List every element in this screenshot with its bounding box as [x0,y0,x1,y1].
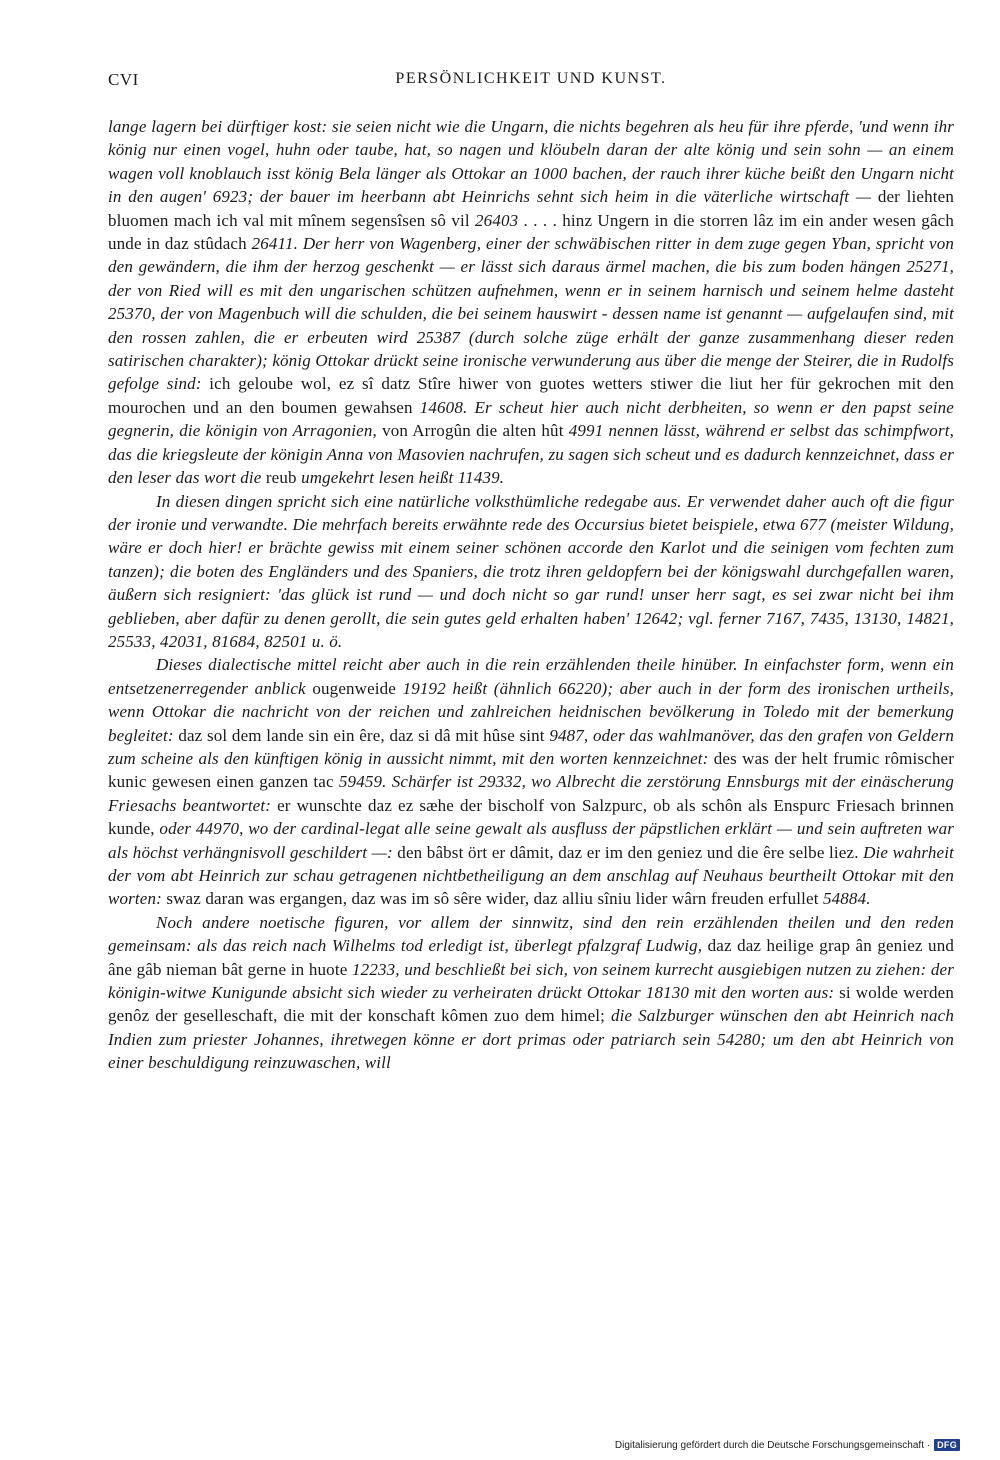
quoted-text-segment: von Arrogûn die alten hût [376,421,569,441]
quoted-text-segment: reub [261,468,302,488]
italic-text-segment: Die wahrheit der vom abt Heinrich zur schau getragenen nichtbetheiligung an dem anschlag auf Neuhaus beurtheilt Ottokar mit den worten: [108,842,954,909]
italic-text-segment: 26403 [475,210,519,230]
italic-text-segment: 26411. Der herr von Wagenberg, einer der schwäbischen ritter in dem zuge gegen Yban, spricht von den gewändern, die ihm der herzog geschenkt — er lässt sich daraus ärmel machen, die bis zum boden hängen 25271, der von Ried will es mit den ungarischen schützen aufnehmen, wenn er in seinem harnisch und seinem helme dasteht 25370, der von Magenbuch will die schulden, die bei seinem hauswirt - dessen name ist genannt — aufgelaufen sind, mit den rossen zahlen, die er erbeuten wird 25387 (durch solche züge erhält der ganze zusammenhang dieser reden satirischen charakter); könig Ottokar drückt seine ironische verwunderung aus über die menge der Steirer, die in Rudolfs gefolge sind: [108,234,954,394]
paragraph [108,115,954,490]
paragraph [108,653,954,910]
paragraph [108,911,954,1075]
quoted-text-segment: si wolde werden genôz der geselleschaft, die mit der konschaft kômen zuo dem himel; [108,983,954,1026]
paragraph [108,490,954,654]
page-header [108,70,954,100]
italic-text-segment: 14608. Er scheut hier auch nicht derbheiten, so wenn er den papst seine gegnerin, die königin von Arragonien, [108,397,954,441]
quoted-text-segment: . . . . hinz Ungern in die storren lâz im ein ander wesen gâch unde in daz stûdach [108,210,954,254]
quoted-text-segment: er wunschte daz ez sæhe der bischolf von Salzpurc, ob als schôn als Enspurc Friesach brinnen kunde, [108,795,954,839]
quoted-text-segment: swaz daran was ergangen, daz was im sô sêre wider, daz alliu sîniu lider wârn freuden erfullet [161,889,823,909]
italic-text-segment: 9487, oder das wahlmanöver, das den grafen von Geldern zum scheine als den künftigen könig in aussicht nimmt, mit den worten kennzeichnet: [108,725,955,768]
quoted-text-segment: daz daz heilige grap ân geniez und âne gâb nieman bât gerne in huote [108,936,954,979]
footer-text: Digitalisierung gefördert durch die Deutsche Forschungsgemeinschaft · [614,1439,931,1451]
italic-text-segment: 59459. Schärfer ist 29332, wo Albrecht die zerstörung Ennsburgs mit der einäscherung Friesachs beantwortet: [108,772,954,815]
italic-text-segment: 4991 nennen lässt, während er selbst das schimpfwort, das die kriegsleute der königin Anna von Masovien nachrufen, zu sagen sich scheut und es dadurch kennzeichnet, dass er den leser das wort die [108,421,954,488]
italic-text-segment: Noch andere noetische figuren, vor allem der sinnwitz, sind den rein erzählenden theilen und den reden gemeinsam: als das reich nach Wilhelms tod erledigt ist, überlegt pfalzgraf Ludwig, [108,912,954,956]
running-title: PERSÖNLICHKEIT UND KUNST. [395,70,667,87]
quoted-text-segment: den bâbst ört er dâmit, daz er im den geniez und die êre selbe liez. [392,842,864,862]
italic-text-segment: umgekehrt lesen heißt 11439. [301,468,505,488]
italic-text-segment: Dieses dialectische mittel reicht aber auch in die rein erzählenden theile hinüber. In einfachster form, wenn ein entsetzenerregender anblick [108,655,954,698]
quoted-text-segment: der liehten bluomen mach ich val mit mînem segensîsen sô vil [108,187,954,230]
body-text [108,115,954,1075]
italic-text-segment: 12233, und beschließt bei sich, von seinem kurrecht ausgiebigen nutzen zu ziehen: der königin-witwe Kunigunde absicht sich wieder zu verheiraten drückt Ottokar 18130 mit den worten aus: [108,959,954,1003]
italic-text-segment: In diesen dingen spricht sich eine natürliche volksthümliche redegabe aus. Er verwendet daher auch oft die figur der ironie und verwandte. Die mehrfach bereits erwähnte rede des Occursius bietet beispiele, etwa 677 (meister Wildung, wäre er doch hier! er brächte gewiss mit einem seiner schönen accorde den Karlot und die seinigen vom fechten zum tanzen); die boten des Engländers und des Spaniers, die trotz ihren geldopfern bei der königswahl durchgefallen waren, äußern sich resigniert: 'das glück ist rund — und doch nicht so gar rund! unser herr sagt, es sei zwar nicht bei ihm geblieben, aber dafür zu denen gerollt, die sein gutes geld erhalten haben' 12642; vgl. ferner 7167, 7435, 13130, 14821, 25533, 42031, 81684, 82501 u. ö. [108,491,954,651]
quoted-text-segment: ougenweide [305,678,403,698]
quoted-text-segment: ich geloube wol, ez sî datz Stîre hiwer von guotes wetters stiwer die liut her für gekrochen mit den mourochen und an den boumen gewahsen [108,374,954,417]
italic-text-segment: lange lagern bei dürftiger kost: sie seien nicht wie die Ungarn, die nichts begehren als heu für ihre pferde, 'und wenn ihr könig nur einen vogel, huhn oder taube, hat, so nagen und klöubeln daran der alte könig und sein sohn — an einem wagen voll knoblauch isst könig Bela länger als Ottokar an 1000 bachen, der rauch ihrer küche beißt den Ungarn nicht in den augen' 6923; der bauer im heerbann abt Heinrichs sehnt sich heim in die väterliche wirtschaft — [108,117,954,207]
italic-text-segment: oder 44970, wo der cardinal-legat alle seine gewalt als ausfluss der päpstlichen erklärt — und sein auftreten war als höchst verhängnisvoll geschildert —: [108,819,954,862]
quoted-text-segment: daz sol dem lande sin ein êre, daz si dâ mit hûse sint [173,725,550,745]
page-number: CVI [108,70,139,89]
dfg-logo: DFG [934,1439,960,1451]
italic-text-segment: 19192 heißt (ähnlich 66220); aber auch in der form des ironischen urtheils, wenn Ottokar die nachricht von der reichen und zahlreichen heidnischen bevölkerung in Toledo mit der bemerkung begleitet: [108,678,954,745]
footer [615,1436,960,1454]
quoted-text-segment: des was der helt frumic rômischer kunic gewesen einen ganzen tac [108,748,954,792]
italic-text-segment: 54884. [822,889,871,909]
italic-text-segment: die Salzburger wünschen den abt Heinrich nach Indien zum priester Johannes, ihretwegen könne er dort primas oder patriarch sein 54280; um den abt Heinrich von einer beschuldigung reinzuwaschen, will [108,1006,954,1073]
